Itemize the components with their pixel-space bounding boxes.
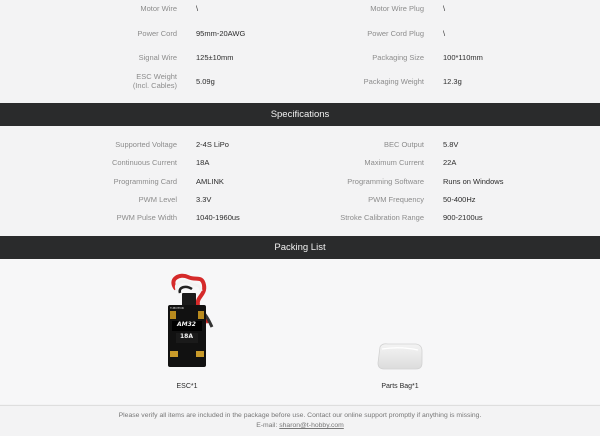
- spec-row: [0, 213, 600, 233]
- email-prefix: E-mail:: [256, 422, 280, 429]
- spec-row: [0, 158, 600, 178]
- spec-label: PWM Frequency: [368, 195, 424, 204]
- spec-row: [0, 195, 600, 215]
- footer: [0, 405, 600, 436]
- spec-row: [0, 29, 600, 49]
- esc-product-image: [158, 271, 218, 371]
- esc-current-text: 18A: [180, 333, 193, 340]
- footer-notice: Please verify all items are included in the package before use. Contact our online support promptly if anything is missing.: [118, 412, 482, 419]
- spec-label: Stroke Calibration Range: [340, 213, 424, 222]
- email-link[interactable]: sharon@t-hobby.com: [279, 422, 344, 429]
- spec-label: Packaging Size: [372, 53, 424, 62]
- spec-label: [37, 72, 177, 90]
- spec-value: AMLINK: [196, 177, 224, 186]
- spec-value: Runs on Windows: [443, 177, 504, 186]
- spec-label: Maximum Current: [364, 158, 424, 167]
- parts-bag-image: [376, 341, 424, 371]
- spec-value: \: [443, 4, 446, 13]
- spec-value: \: [196, 4, 199, 13]
- spec-row: [0, 140, 600, 160]
- spec-label-line: (Incl. Cables): [132, 81, 177, 90]
- spec-value: 125±10mm: [196, 53, 234, 62]
- spec-value: 5.09g: [196, 77, 215, 86]
- packing-item-caption: ESC*1: [176, 383, 198, 390]
- spec-label: Signal Wire: [138, 53, 177, 62]
- specifications-header: Specifications: [0, 103, 600, 126]
- spec-row: [0, 53, 600, 73]
- esc-model-text: AM32: [177, 321, 196, 328]
- spec-value: 1040-1960us: [196, 213, 240, 222]
- packing-item-caption: Parts Bag*1: [381, 383, 419, 390]
- packing-list-header: Packing List: [0, 236, 600, 259]
- packing-list-area: [0, 259, 600, 404]
- spec-row: [0, 72, 600, 94]
- spec-label: BEC Output: [383, 140, 424, 149]
- parts-bag-illustration: [376, 341, 424, 371]
- spec-value: 100*110mm: [443, 53, 483, 62]
- spec-value: 5.8V: [443, 140, 459, 149]
- spec-label: Programming Software: [347, 177, 424, 186]
- spec-value: 3.3V: [196, 195, 212, 204]
- spec-label: Packaging Weight: [363, 77, 424, 86]
- footer-contact: [0, 422, 600, 429]
- spec-label: PWM Level: [138, 195, 177, 204]
- spec-value: 95mm-20AWG: [196, 29, 246, 38]
- spec-value: 2-4S LiPo: [196, 140, 229, 149]
- spec-label: Programming Card: [113, 177, 177, 186]
- spec-value: 22A: [443, 158, 457, 167]
- spec-label: Motor Wire Plug: [370, 4, 424, 13]
- spec-value: 50-400Hz: [443, 195, 476, 204]
- spec-value: 12.3g: [443, 77, 462, 86]
- spec-row: [0, 4, 600, 24]
- spec-label: PWM Pulse Width: [116, 213, 177, 222]
- spec-value: 18A: [196, 158, 210, 167]
- spec-label-line: ESC Weight: [136, 72, 177, 81]
- spec-label: Supported Voltage: [115, 140, 177, 149]
- spec-label: Power Cord Plug: [367, 29, 424, 38]
- spec-label: Power Cord: [137, 29, 177, 38]
- spec-label: Continuous Current: [111, 158, 177, 167]
- spec-row: [0, 177, 600, 197]
- spec-value: 900-2100us: [443, 213, 483, 222]
- spec-label: Motor Wire: [140, 4, 177, 13]
- esc-brand-text: T-MOTOR: [170, 306, 184, 310]
- spec-value: \: [443, 29, 446, 38]
